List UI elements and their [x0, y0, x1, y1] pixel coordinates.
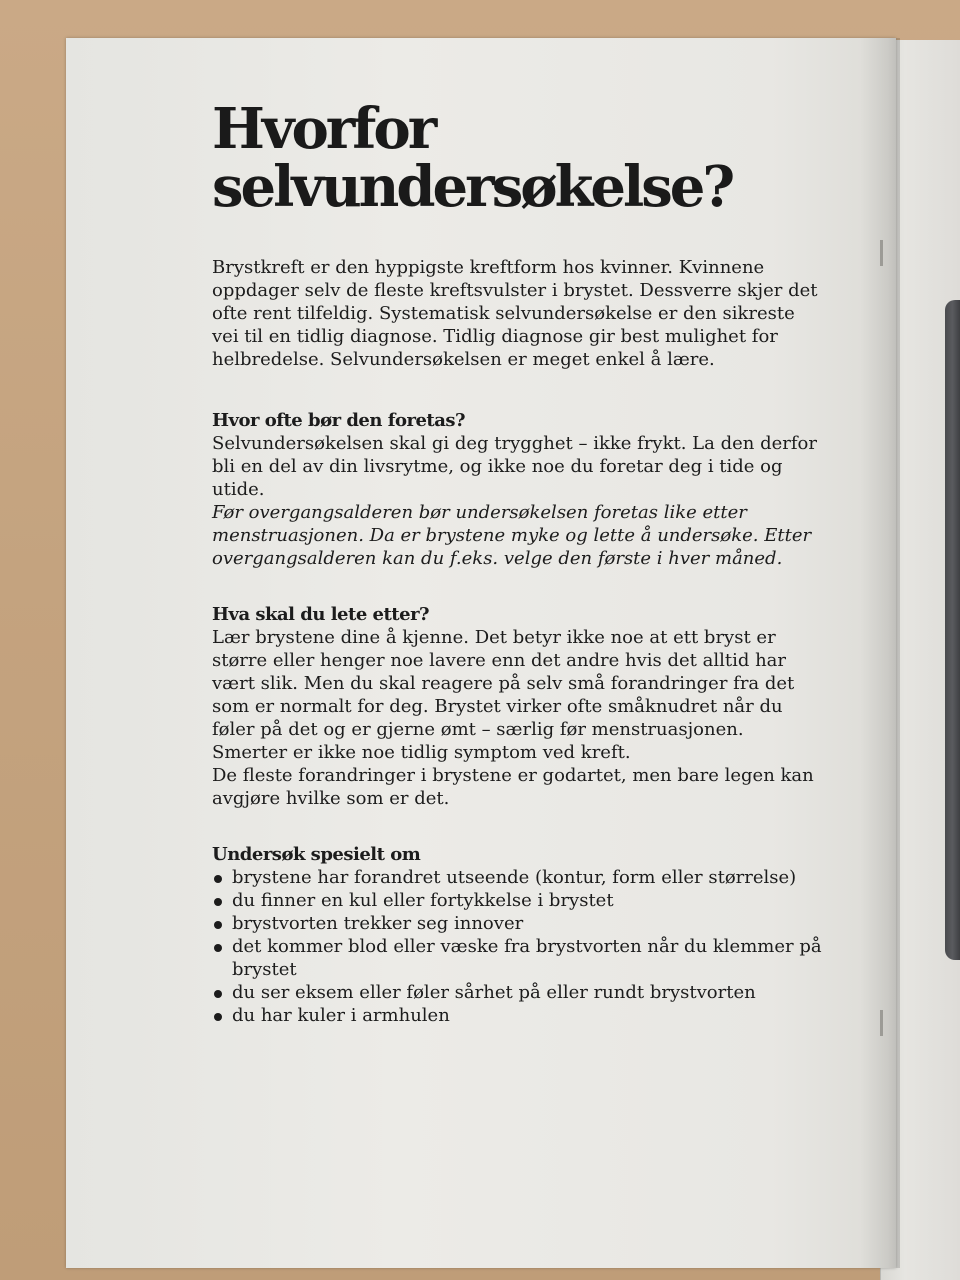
list-item: du har kuler i armhulen: [212, 1004, 822, 1027]
section-heading: Undersøk spesielt om: [212, 844, 421, 865]
section-frequency: [212, 409, 822, 570]
page-title: Hvorfor selvundersøkelse?: [212, 96, 733, 220]
list-item: brystene har forandret utseende (kontur, form eller størrelse): [212, 866, 822, 889]
list-item: brystvorten trekker seg innover: [212, 912, 822, 935]
section-text: De fleste forandringer i brystene er godartet, men bare legen kan avgjøre hvilke som er det.: [212, 765, 814, 809]
section-heading: Hva skal du lete etter?: [212, 604, 430, 625]
staple-top: [880, 240, 883, 266]
section-text: Lær brystene dine å kjenne. Det betyr ikke noe at ett bryst er større eller henger noe lavere enn det andre hvis det alltid har vært slik. Men du skal reagere på selv små forandringer fra det som er normalt for deg. Brystet virker ofte småknudret når du føler på det og er gjerne ømt – særlig før menstruasjonen. Smerter er ikke noe tidlig symptom ved kreft.: [212, 627, 795, 763]
section-italic-text: Før overgangsalderen bør undersøkelsen foretas like etter menstruasjonen. Da er brystene myke og lette å undersøke. Etter overgangsalderen kan du f.eks. velge den første i hver måned.: [212, 502, 812, 569]
staple-bottom: [880, 1010, 883, 1036]
section-text: Selvundersøkelsen skal gi deg trygghet – ikke frykt. La den derfor bli en del av din livsrytme, og ikke noe du foretar deg i tide og utide.: [212, 433, 817, 500]
intro-paragraph: Brystkreft er den hyppigste kreftform hos kvinner. Kvinnene oppdager selv de fleste kreftsvulster i brystet. Dessverre skjer det ofte rent tilfeldig. Systematisk selvundersøkelse er den sikreste vei til en tidlig diagnose. Tidlig diagnose gir best mulighet for helbredelse. Selvundersøkelsen er meget enkel å lære.: [212, 257, 818, 370]
section-examine-especially: [212, 843, 822, 1027]
page-content: [212, 96, 822, 1027]
section-what-to-look-for: [212, 603, 822, 810]
spine-shadow: [860, 38, 900, 1268]
next-page-photo-edge: [945, 300, 960, 960]
bullet-list: [212, 866, 822, 1027]
section-heading: Hvor ofte bør den foretas?: [212, 410, 466, 431]
list-item: du ser eksem eller føler sårhet på eller rundt brystvorten: [212, 981, 822, 1004]
list-item: det kommer blod eller væske fra brystvorten når du klemmer på brystet: [212, 935, 822, 981]
list-item: du finner en kul eller fortykkelse i brystet: [212, 889, 822, 912]
